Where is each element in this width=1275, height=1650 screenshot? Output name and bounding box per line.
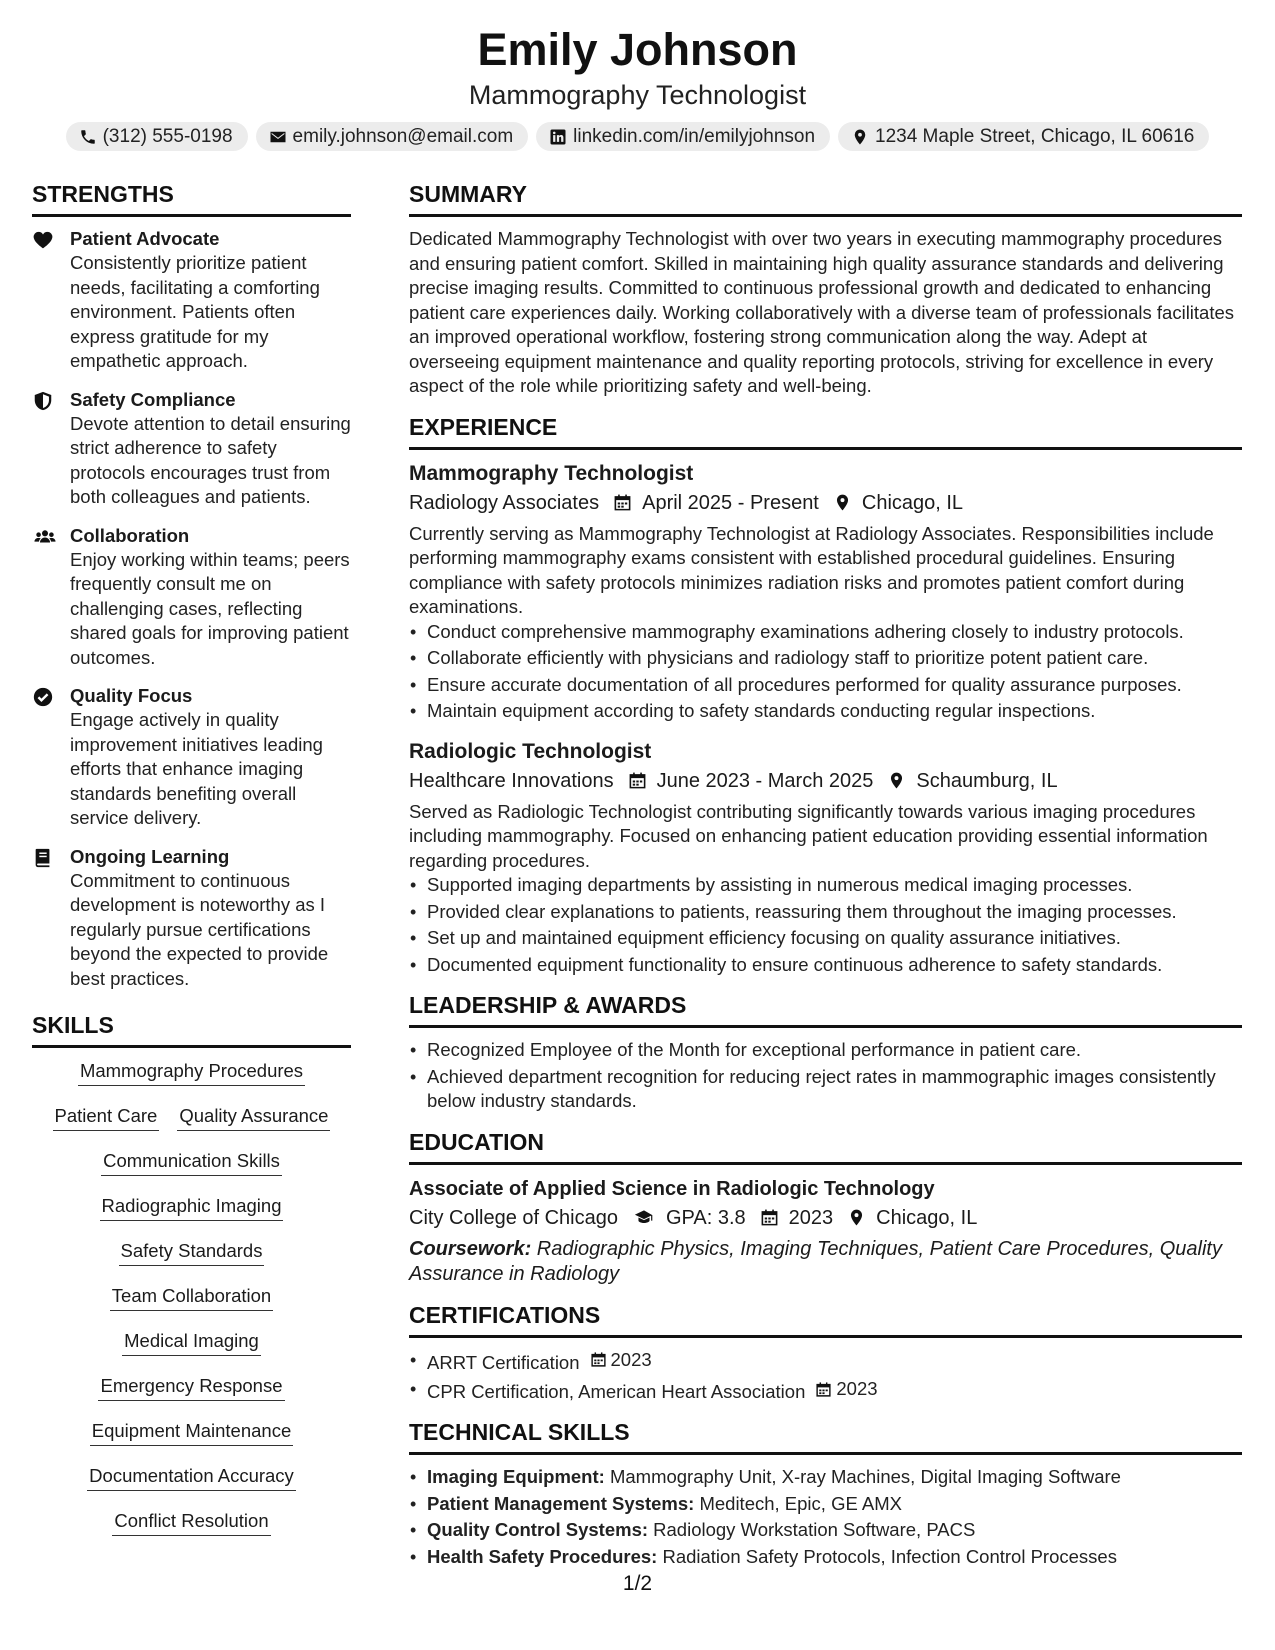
coursework	[409, 1237, 1242, 1287]
cert-year	[815, 1377, 877, 1402]
strengths-heading: STRENGTHS	[32, 180, 351, 217]
list-item: • Ensure accurate documentation of all procedures performed for quality assurance purposes.	[409, 673, 1242, 698]
skill-tag: Quality Assurance	[177, 1103, 330, 1131]
location-pin-icon	[887, 771, 906, 790]
calendar-icon	[760, 1208, 779, 1227]
list-item	[409, 1545, 1242, 1570]
address-text: 1234 Maple Street, Chicago, IL 60616	[875, 125, 1195, 147]
education-entry	[409, 1175, 1242, 1287]
tech-label: Health Safety Procedures:	[427, 1545, 658, 1567]
list-item	[409, 1492, 1242, 1517]
graduation-year	[760, 1203, 834, 1233]
tech-value: Meditech, Epic, GE AMX	[694, 1492, 903, 1514]
phone-text: (312) 555-0198	[102, 125, 233, 147]
job-dates	[613, 488, 819, 518]
tech-label: Imaging Equipment:	[427, 1466, 605, 1487]
education-heading: EDUCATION	[409, 1128, 1242, 1165]
school-location-text: Chicago, IL	[876, 1206, 978, 1229]
calendar-icon	[815, 1381, 832, 1398]
list-item	[409, 1518, 1242, 1543]
skill-tag: Safety Standards	[119, 1238, 265, 1266]
calendar-icon	[628, 771, 647, 790]
list-item	[409, 1348, 1242, 1375]
location-pin-icon	[847, 1208, 866, 1227]
strength-desc: Devote attention to detail ensuring strict adherence to safety protocols encourages trust from both colleagues and patients.	[70, 412, 351, 507]
coursework-text: Radiographic Physics, Imaging Techniques, Patient Care Procedures, Quality Assurance in Radiology	[409, 1237, 1222, 1285]
graduation-cap-icon	[632, 1208, 656, 1227]
school-name: City College of Chicago	[409, 1206, 618, 1229]
cert-year-text: 2023	[610, 1348, 652, 1370]
job-location	[833, 488, 963, 518]
list-item: • Provided clear explanations to patients, reassuring them throughout the imaging processes.	[409, 900, 1242, 925]
job-bullets	[409, 873, 1242, 977]
summary-heading: SUMMARY	[409, 180, 1242, 217]
strength-item	[32, 524, 351, 671]
job-location-text: Chicago, IL	[861, 491, 964, 514]
experience-heading: EXPERIENCE	[409, 413, 1242, 450]
list-item: • Documented equipment functionality to ensure continuous adherence to safety standards.	[409, 953, 1242, 978]
job-location-text: Schaumburg, IL	[916, 769, 1058, 792]
shield-icon	[32, 390, 54, 412]
certifications-heading: CERTIFICATIONS	[409, 1301, 1242, 1338]
strength-desc: Engage actively in quality improvement initiatives leading efforts that enhance imaging standards benefiting overall service delivery.	[70, 709, 323, 828]
job-description: Currently serving as Mammography Technologist at Radiology Associates. Responsibilities include performing mammography exams consistent with established procedural guidelines. Ensuring compliance with safety protocols minimizes radiation risks and promotes patient comfort during examinations.	[409, 522, 1214, 617]
skill-tag: Documentation Accuracy	[87, 1463, 296, 1491]
candidate-name: Emily Johnson	[477, 24, 798, 75]
coursework-label: Coursework:	[409, 1237, 532, 1260]
job-dates	[628, 766, 874, 796]
strength-desc: Consistently prioritize patient needs, facilitating a comforting environment. Patients often express gratitude for my empathetic approach.	[70, 252, 320, 371]
strength-item	[32, 845, 351, 992]
users-icon	[32, 526, 58, 548]
cert-name: ARRT Certification	[427, 1351, 580, 1373]
strength-title: Patient Advocate	[70, 228, 220, 249]
strength-title: Safety Compliance	[70, 388, 236, 410]
list-item: • Set up and maintained equipment efficiency focusing on quality assurance initiatives.	[409, 926, 1242, 951]
skill-tag: Team Collaboration	[110, 1283, 273, 1311]
skill-tag: Radiographic Imaging	[100, 1193, 284, 1221]
gpa-text: GPA: 3.8	[666, 1206, 746, 1229]
technical-skills-heading: TECHNICAL SKILLS	[409, 1418, 1242, 1455]
list-item: • Supported imaging departments by assisting in numerous medical imaging processes.	[409, 873, 1242, 898]
tech-label: Quality Control Systems:	[427, 1519, 649, 1540]
degree-title: Associate of Applied Science in Radiologic Technology	[409, 1177, 935, 1200]
job-dates-text: June 2023 - March 2025	[656, 769, 874, 792]
linkedin-icon	[549, 128, 567, 146]
strength-title: Quality Focus	[70, 685, 193, 706]
job-company: Radiology Associates	[409, 491, 600, 514]
technical-skills-list	[409, 1465, 1242, 1569]
email-chip[interactable]	[256, 122, 529, 151]
linkedin-text: linkedin.com/in/emilyjohnson	[573, 125, 816, 147]
cert-year	[590, 1348, 652, 1373]
awards-list	[409, 1038, 1242, 1114]
list-item: • Collaborate efficiently with physicians and radiology staff to prioritize potent patient care.	[409, 646, 1242, 671]
email-text: emily.johnson@email.com	[292, 125, 514, 147]
awards-heading: LEADERSHIP & AWARDS	[409, 991, 1242, 1028]
job-title: Radiologic Technologist	[409, 739, 652, 763]
left-column	[32, 180, 351, 1553]
book-icon	[32, 847, 54, 869]
skill-tag: Equipment Maintenance	[90, 1418, 294, 1446]
strength-title: Ongoing Learning	[70, 845, 230, 867]
page-number: 1/2	[622, 1572, 653, 1595]
skill-tag: Communication Skills	[101, 1148, 282, 1176]
graduation-year-text: 2023	[788, 1206, 834, 1229]
gpa	[632, 1203, 746, 1233]
certifications-list	[409, 1348, 1242, 1405]
phone-chip[interactable]	[66, 122, 248, 151]
linkedin-chip[interactable]	[536, 122, 830, 151]
tech-value: Radiology Workstation Software, PACS	[648, 1519, 976, 1540]
address-chip	[838, 122, 1209, 151]
strength-item	[32, 227, 351, 374]
location-pin-icon	[851, 128, 869, 146]
envelope-icon	[269, 128, 287, 146]
job-title: Mammography Technologist	[409, 461, 694, 485]
cert-name: CPR Certification, American Heart Association	[427, 1380, 806, 1402]
education-meta	[409, 1203, 1242, 1233]
skill-tag: Conflict Resolution	[112, 1508, 270, 1536]
strength-item	[32, 388, 351, 510]
job-meta	[409, 766, 1242, 796]
calendar-icon	[613, 493, 632, 512]
check-circle-icon	[32, 686, 54, 708]
list-item	[409, 1377, 1242, 1404]
summary-text: Dedicated Mammography Technologist with over two years in executing mammography procedures and ensuring patient comfort. Skilled in maintaining high quality assurance standards and delivering precise imaging results. Committed to continuous professional growth and dedicated to enhancing patient care experiences daily. Working collaboratively with a diverse team of professionals facilitates an improved operational workflow, fostering strong communication along the way. Adept at overseeing equipment maintenance and quality reporting protocols, striving for excellence in every aspect of the role while prioritizing safety and well-being.	[409, 228, 1235, 396]
tech-label: Patient Management Systems:	[427, 1492, 695, 1514]
school-location	[847, 1203, 977, 1233]
phone-icon	[79, 128, 97, 146]
list-item: • Conduct comprehensive mammography examinations adhering closely to industry protocols.	[409, 620, 1242, 645]
list-item	[409, 1465, 1242, 1490]
skill-tag: Emergency Response	[98, 1373, 284, 1401]
cert-year-text: 2023	[836, 1377, 878, 1399]
skill-tag: Medical Imaging	[122, 1328, 261, 1356]
resume-header	[0, 22, 1275, 151]
list-item: • Recognized Employee of the Month for exceptional performance in patient care.	[409, 1038, 1242, 1063]
skills-list	[32, 1058, 351, 1553]
strength-desc: Commitment to continuous development is noteworthy as I regularly pursue certifications beyond the expected to provide best practices.	[70, 869, 329, 989]
job-company: Healthcare Innovations	[409, 769, 614, 792]
skills-heading: SKILLS	[32, 1011, 351, 1048]
strength-desc: Enjoy working within teams; peers frequently consult me on challenging cases, reflecting shared goals for improving patient outcomes.	[70, 548, 350, 668]
strength-item	[32, 684, 351, 831]
job-description: Served as Radiologic Technologist contributing significantly towards various imaging procedures including mammography. Focused on enhancing patient education providing essential information regarding procedures.	[409, 800, 1208, 871]
job-entry	[409, 460, 1242, 724]
list-item: • Achieved department recognition for reducing reject rates in mammographic images consistently below industry standards.	[409, 1065, 1242, 1114]
skill-tag: Mammography Procedures	[78, 1058, 305, 1086]
location-pin-icon	[833, 493, 852, 512]
calendar-icon	[590, 1351, 607, 1368]
job-bullets	[409, 620, 1242, 724]
job-dates-text: April 2025 - Present	[642, 491, 819, 514]
contact-bar	[0, 122, 1275, 151]
job-location	[887, 766, 1057, 796]
tech-value: Mammography Unit, X-ray Machines, Digital Imaging Software	[604, 1466, 1121, 1487]
skill-tag: Patient Care	[53, 1103, 160, 1131]
candidate-role: Mammography Technologist	[468, 80, 807, 110]
job-meta	[409, 488, 1242, 518]
job-entry	[409, 738, 1242, 978]
right-column	[409, 180, 1242, 1571]
list-item: • Maintain equipment according to safety standards conducting regular inspections.	[409, 699, 1242, 724]
tech-value: Radiation Safety Protocols, Infection Control Processes	[657, 1545, 1117, 1567]
heart-icon	[32, 229, 54, 251]
strength-title: Collaboration	[70, 524, 190, 546]
